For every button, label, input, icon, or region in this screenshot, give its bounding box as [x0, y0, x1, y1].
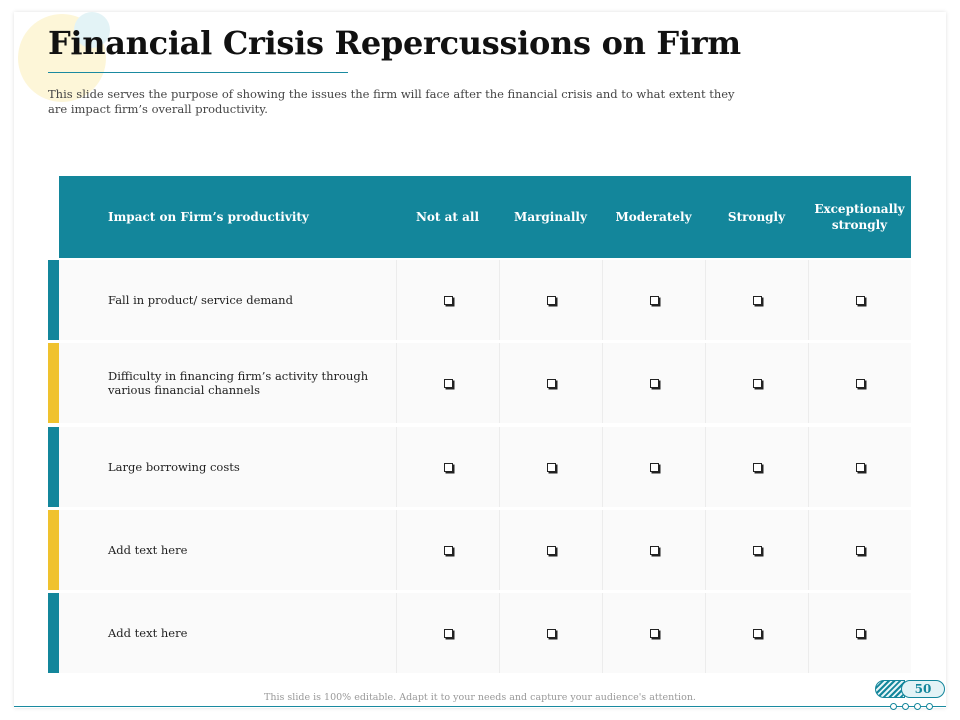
- rating-cell: [499, 593, 602, 673]
- row-label: Large borrowing costs: [108, 460, 240, 474]
- column-header-strongly: Strongly: [727, 210, 786, 224]
- checkbox-icon[interactable]: [650, 296, 659, 305]
- footer-line: [14, 706, 946, 707]
- rating-cell: [499, 510, 602, 590]
- checkbox-icon[interactable]: [753, 463, 762, 472]
- checkbox-icon[interactable]: [547, 463, 556, 472]
- checkbox-icon[interactable]: [547, 296, 556, 305]
- rating-cell: [396, 510, 499, 590]
- checkbox-icon[interactable]: [856, 546, 865, 555]
- rating-cell: [705, 260, 808, 340]
- rating-cell: [808, 260, 911, 340]
- rating-cell: [602, 593, 705, 673]
- checkbox-icon[interactable]: [856, 463, 865, 472]
- row-label: Add text here: [108, 626, 188, 640]
- checkbox-icon[interactable]: [650, 463, 659, 472]
- rating-cell: [808, 593, 911, 673]
- column-header-exceptionally-strongly: Exceptionally strongly: [814, 202, 905, 232]
- checkbox-icon[interactable]: [444, 379, 453, 388]
- row-label: Difficulty in financing firm’s activity through various financial channels: [108, 369, 369, 397]
- checkbox-icon[interactable]: [650, 379, 659, 388]
- footer-note: This slide is 100% editable. Adapt it to your needs and capture your audience's attention.: [264, 692, 696, 703]
- rating-cell: [499, 427, 602, 507]
- rating-cell: [602, 260, 705, 340]
- rating-cell: [808, 510, 911, 590]
- row-label: Fall in product/ service demand: [108, 293, 293, 307]
- table-row: [59, 260, 911, 340]
- rating-cell: [705, 427, 808, 507]
- rating-cell: [602, 510, 705, 590]
- page-title: Financial Crisis Repercussions on Firm: [48, 24, 741, 62]
- footer-dot: [902, 703, 909, 710]
- checkbox-icon[interactable]: [856, 379, 865, 388]
- rating-cell: [396, 260, 499, 340]
- checkbox-icon[interactable]: [856, 296, 865, 305]
- rating-cell: [396, 343, 499, 423]
- checkbox-icon[interactable]: [444, 546, 453, 555]
- column-header-moderately: Moderately: [615, 210, 692, 224]
- checkbox-icon[interactable]: [444, 296, 453, 305]
- rating-cell: [499, 260, 602, 340]
- column-header-impact: Impact on Firm’s productivity: [108, 210, 309, 224]
- column-header-marginally: Marginally: [514, 210, 587, 224]
- rating-cell: [705, 343, 808, 423]
- page-number-badge: [875, 680, 945, 698]
- column-header-not-at-all: Not at all: [415, 210, 480, 224]
- footer-dot: [926, 703, 933, 710]
- checkbox-icon[interactable]: [753, 296, 762, 305]
- table-row: [59, 593, 911, 673]
- checkbox-icon[interactable]: [547, 629, 556, 638]
- table-row: [59, 427, 911, 507]
- rating-cell: [705, 510, 808, 590]
- checkbox-icon[interactable]: [856, 629, 865, 638]
- rating-cell: [602, 343, 705, 423]
- rating-cell: [396, 427, 499, 507]
- row-label: Add text here: [108, 543, 188, 557]
- rating-cell: [396, 593, 499, 673]
- checkbox-icon[interactable]: [753, 379, 762, 388]
- rating-cell: [808, 427, 911, 507]
- checkbox-icon[interactable]: [444, 463, 453, 472]
- footer-dot: [914, 703, 921, 710]
- rating-cell: [705, 593, 808, 673]
- page-number: 50: [901, 680, 945, 698]
- rating-cell: [602, 427, 705, 507]
- table-row: [59, 510, 911, 590]
- checkbox-icon[interactable]: [650, 629, 659, 638]
- checkbox-icon[interactable]: [547, 379, 556, 388]
- checkbox-icon[interactable]: [753, 629, 762, 638]
- checkbox-icon[interactable]: [444, 629, 453, 638]
- footer-dots: [890, 703, 933, 710]
- rating-cell: [808, 343, 911, 423]
- table-header: [59, 176, 911, 258]
- checkbox-icon[interactable]: [650, 546, 659, 555]
- page-subtitle: This slide serves the purpose of showing the issues the firm will face after the financial crisis and to what extent they are impact firm’s overall productivity.: [48, 87, 735, 116]
- title-underline: [48, 72, 348, 73]
- table-row: [59, 343, 911, 423]
- checkbox-icon[interactable]: [547, 546, 556, 555]
- checkbox-icon[interactable]: [753, 546, 762, 555]
- rating-cell: [499, 343, 602, 423]
- footer-dot: [890, 703, 897, 710]
